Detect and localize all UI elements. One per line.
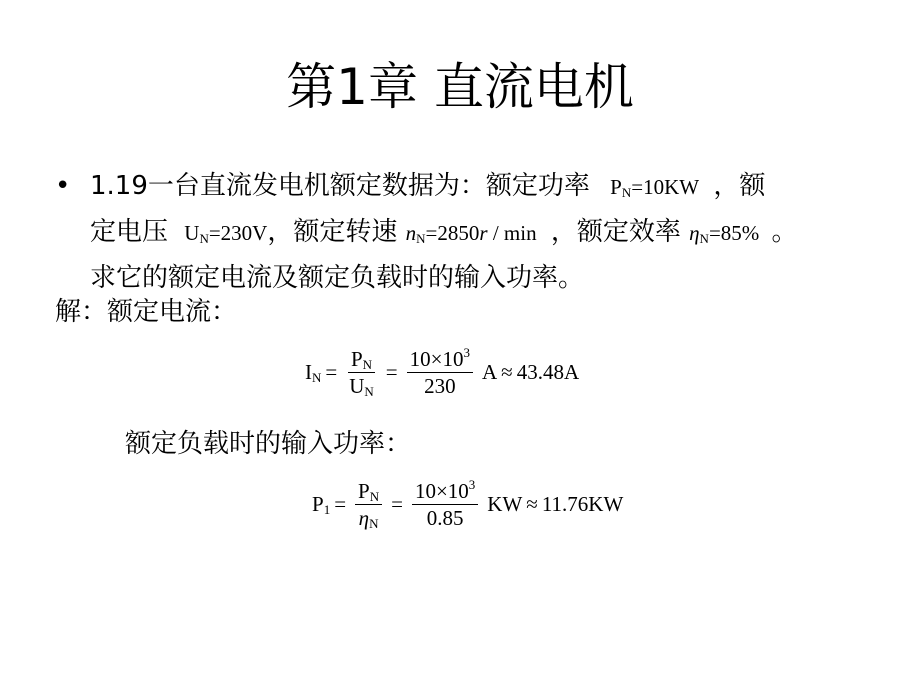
approx-sign: ≈ (526, 492, 538, 516)
subscript-n: N (312, 370, 322, 385)
equals-sign: = (385, 360, 398, 384)
symbol-p: P (350, 347, 363, 371)
unit: KW (487, 492, 523, 516)
fraction-p-over-eta (355, 478, 382, 531)
fraction-numeric (407, 346, 473, 399)
lhs (312, 492, 330, 517)
input-power-equation (312, 478, 623, 531)
numerator-value: 10×10 (414, 479, 469, 503)
problem-text: 1.19一台直流发电机额定数据为：额定功率 (90, 171, 590, 201)
input-power-heading: 额定负载时的输入功率： (125, 429, 412, 459)
symbol-p: P (358, 479, 370, 503)
denominator (346, 373, 377, 399)
solution-heading: 解：额定电流： (55, 297, 238, 327)
problem-text: ，额 (713, 171, 766, 201)
subscript-n: N (369, 516, 379, 531)
subscript-n: N (369, 489, 380, 504)
numerator (407, 346, 473, 373)
problem-text: ，额定转速 (267, 217, 398, 247)
numerator (355, 478, 382, 505)
bullet-icon: • (55, 171, 71, 201)
symbol-eta: η (689, 221, 700, 245)
subscript-n: N (621, 185, 632, 200)
rated-efficiency-value: =85% (708, 221, 760, 245)
problem-text: 定电压 (90, 217, 169, 247)
denominator: 230 (424, 374, 456, 398)
equals-sign: = (391, 492, 403, 516)
rated-efficiency-formula (689, 221, 759, 245)
unit-min: / min (487, 221, 537, 245)
rated-power-formula (610, 175, 699, 199)
slide-title: 第1章 直流电机 (286, 58, 634, 116)
rated-current-equation (305, 346, 579, 399)
symbol-n: n (405, 221, 417, 245)
rated-speed-value: =2850 (425, 221, 480, 245)
subscript-n: N (699, 231, 709, 246)
subscript-n: N (199, 231, 209, 246)
subscript-n: N (416, 231, 426, 246)
symbol-i: I (305, 360, 312, 384)
symbol-u: U (184, 221, 200, 245)
numerator (412, 478, 478, 505)
exponent: 3 (463, 345, 470, 360)
approx-sign: ≈ (501, 360, 513, 384)
problem-line-2 (90, 209, 798, 255)
numerator-value: 10×10 (409, 347, 464, 371)
subscript-n: N (362, 357, 373, 372)
symbol-p: P (312, 492, 324, 516)
denominator (356, 505, 382, 531)
rated-voltage-value: =230V (208, 221, 268, 245)
problem-text: 。 (771, 217, 798, 247)
symbol-u: U (349, 374, 365, 398)
problem-line-1 (90, 163, 765, 209)
subscript-n: N (364, 384, 374, 399)
rated-power-value: =10KW (631, 175, 700, 199)
denominator: 0.85 (426, 506, 464, 530)
symbol-eta: η (358, 506, 370, 530)
result-value: 43.48A (516, 360, 580, 384)
lhs (305, 360, 321, 385)
problem-text: ，额定效率 (550, 217, 681, 247)
numerator (348, 346, 375, 373)
exponent: 3 (468, 477, 476, 492)
result-value: 11.76KW (541, 492, 624, 516)
fraction-p-over-u (346, 346, 377, 399)
unit-r: r (479, 221, 488, 245)
symbol-p: P (610, 175, 622, 199)
rated-speed-formula (406, 221, 537, 245)
equals-sign: = (334, 492, 347, 516)
subscript-1: 1 (323, 502, 331, 517)
unit: A (481, 360, 498, 384)
equals-sign: = (325, 360, 338, 384)
fraction-numeric (412, 478, 478, 531)
problem-text: 求它的额定电流及额定负载时的输入功率。 (90, 263, 585, 293)
rated-voltage-formula (184, 221, 267, 245)
